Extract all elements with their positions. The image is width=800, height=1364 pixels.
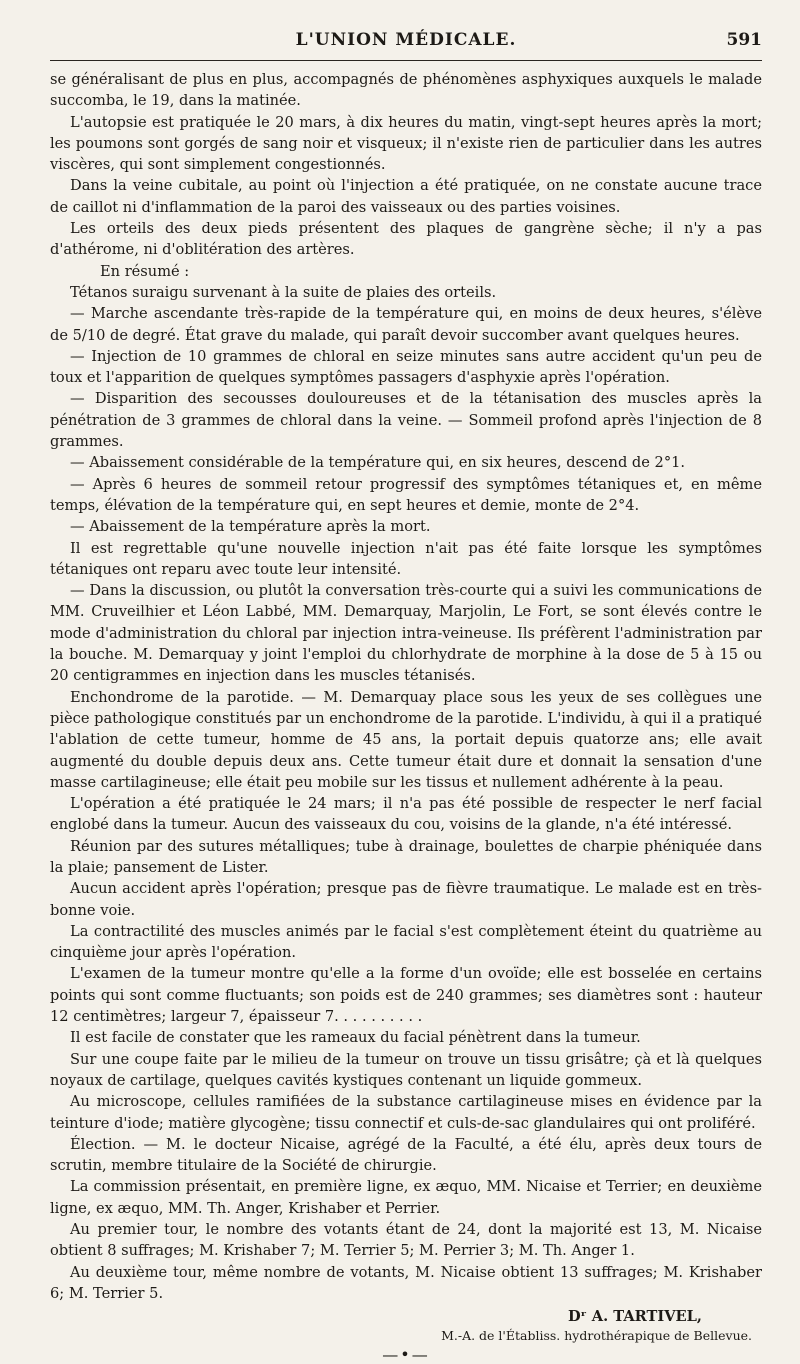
paragraph-election: Élection. — M. le docteur Nicaise, agrégé de la Faculté, a été élu, après deux tours de scrutin, membre titulaire de la Société de chirurgie. (50, 1135, 762, 1175)
paragraph-regret: Il est regrettable qu'une nouvelle injection n'ait pas été faite lorsque les symptômes tétaniques ont reparu avec toute leur intensité. (50, 539, 762, 578)
summary-item: — Abaissement de la température après la mort. (70, 518, 431, 536)
summary-item: Tétanos suraigu survenant à la suite de plaies des orteils. (70, 283, 497, 301)
paragraph-examination: L'examen de la tumeur montre qu'elle a la forme d'un ovoïde; elle est bosselée en certains points qui sont comme fluctuants; son poids est de 240 grammes; ses diamètres sont : hauteur 12 centimètres; largeur 7, épaisseur 7. . . . . . . . . . (50, 965, 762, 1026)
paragraph-enchondrome: Enchondrome de la parotide. — M. Demarquay place sous les yeux de ses collègues une pièce pathologique constitués par un enchondrome de la parotide. L'individu, à qui il a pratiqué l'ablation de cette tumeur, homme de 45 ans, la portait depuis quatorze ans; elle avait augmenté du double depuis deux ans. Cette tumeur était dure et donnait la sensation d'une masse cartilagineuse; elle était peu mobile sur les tissus et nullement adhérente à la peau. (50, 688, 762, 791)
paragraph-operation: L'opération a été pratiquée le 24 mars; il n'a pas été possible de respecter le nerf facial englobé dans la tumeur. Aucun des vaisseaux du cou, voisins de la glande, n'a été intéressé. (50, 795, 762, 834)
summary-item: — Après 6 heures de sommeil retour progressif des symptômes tétaniques et, en même temps, élévation de la température qui, en sept heures et demie, monte de 2°4. (50, 475, 762, 514)
paragraph-toes: Les orteils des deux pieds présentent des plaques de gangrène sèche; il n'y a pas d'athérome, ni d'oblitération des artères. (50, 220, 762, 259)
paragraph-vein: Dans la veine cubitale, au point où l'injection a été pratiquée, on ne constate aucune trace de caillot ni d'inflammation de la paroi des vaisseaux ou des parties voisines. (50, 177, 762, 216)
end-ornament: —•— (382, 1345, 430, 1364)
paragraph-microscope: Au microscope, cellules ramifiées de la substance cartilagineuse mises en évidence par la teinture d'iode; matière glycogène; tissu connectif et culs-de-sac glandulaires qui ont proliféré. (50, 1093, 762, 1132)
summary-item: — Abaissement considérable de la température qui, en six heures, descend de 2°1. (70, 454, 686, 472)
paragraph-facial-nerve: Il est facile de constater que les rameaux du facial pénètrent dans la tumeur. (70, 1029, 641, 1047)
author-signature: Dʳ A. TARTIVEL, (568, 1308, 702, 1326)
paragraph-reunion: Réunion par des sutures métalliques; tube à drainage, boulettes de charpie phéniquée dans la plaie; pansement de Lister. (50, 837, 762, 876)
article-body (50, 69, 762, 1304)
paragraph-second-round: Au deuxième tour, même nombre de votants, M. Nicaise obtient 13 suffrages; M. Krishaber 6; M. Terrier 5. (50, 1263, 762, 1302)
summary-item: — Disparition des secousses douloureuses et de la tétanisation des muscles après la pénétration de 3 grammes de chloral dans la veine. — Sommeil profond après l'injection de 8 grammes. (50, 390, 762, 451)
paragraph-discussion: — Dans la discussion, ou plutôt la conversation très-courte qui a suivi les communications de MM. Cruveilhier et Léon Labbé, MM. Demarquay, Marjolin, Le Fort, se sont élevés contre le mode d'administration du chloral par injection intra-veineuse. Ils préfèrent l'administration par la bouche. M. Demarquay y joint l'emploi du chlorhydrate de morphine à la dose de 5 à 15 ou 20 centigrammes en injection dans les muscles tétanisés. (50, 582, 762, 685)
page-number: 591 (726, 30, 762, 50)
summary-item: — Injection de 10 grammes de chloral en seize minutes sans autre accident qu'un peu de toux et l'apparition de quelques symptômes passagers d'asphyxie après l'opération. (50, 347, 762, 387)
summary-item: — Marche ascendante très-rapide de la température qui, en moins de deux heures, s'élève de 5/10 de degré. État grave du malade, qui paraît devoir succomber avant quelques heures. (50, 305, 762, 344)
running-title: L'UNION MÉDICALE. (295, 30, 517, 50)
paragraph-autopsy: L'autopsie est pratiquée le 20 mars, à dix heures du matin, vingt-sept heures après la mort; les poumons sont gorgés de sang noir et visqueux; il n'existe rien de particulier dans les autres viscères, qui sont simplement congestionnés. (50, 113, 762, 174)
page-header (50, 26, 762, 61)
paragraph-first-round: Au premier tour, le nombre des votants étant de 24, dont la majorité est 13, M. Nicaise obtient 8 suffrages; M. Krishaber 7; M. Terrier 5; M. Perrier 3; M. Th. Anger 1. (50, 1221, 762, 1260)
paragraph-continuation: se généralisant de plus en plus, accompagnés de phénomènes asphyxiques auxquels le malade succomba, le 19, dans la matinée. (50, 71, 762, 110)
author-affiliation: M.-A. de l'Établiss. hydrothérapique de Bellevue. (441, 1328, 752, 1344)
paragraph-section: Sur une coupe faite par le milieu de la tumeur on trouve un tissu grisâtre; çà et là quelques noyaux de cartilage, quelques cavités kystiques contenant un liquide gommeux. (50, 1050, 762, 1089)
summary-heading: En résumé : (100, 262, 190, 280)
paragraph-recovery: Aucun accident après l'opération; presque pas de fièvre traumatique. Le malade est en très-bonne voie. (50, 880, 762, 919)
paragraph-commission: La commission présentait, en première ligne, ex æquo, MM. Nicaise et Terrier; en deuxième ligne, ex æquo, MM. Th. Anger, Krishaber et Perrier. (50, 1178, 762, 1217)
paragraph-contractility: La contractilité des muscles animés par le facial s'est complètement éteint du quatrième au cinquième jour après l'opération. (50, 922, 762, 962)
